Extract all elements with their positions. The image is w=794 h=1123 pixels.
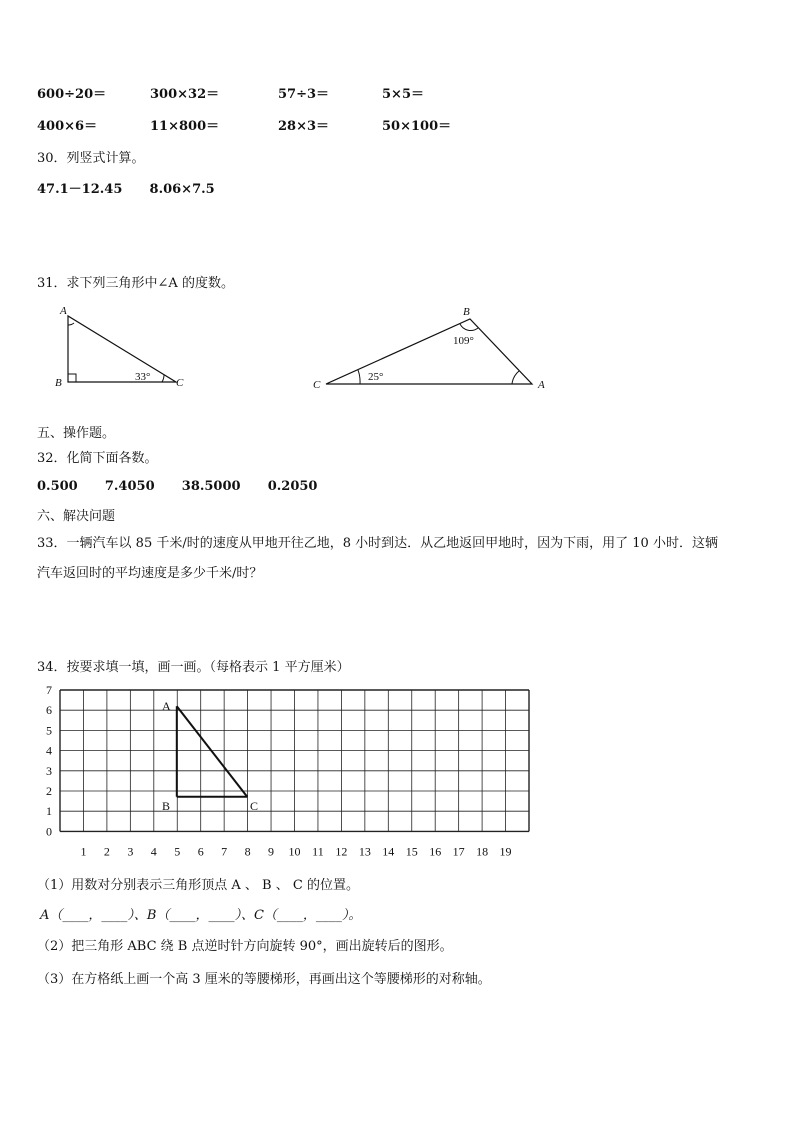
calc-item: 600÷20＝ (37, 87, 107, 102)
x-tick-label: 4 (150, 844, 157, 859)
calc-item: 400×6＝ (37, 119, 98, 134)
y-tick-label: 0 (46, 824, 52, 839)
question-30-items: 47.1－12.45 8.06×7.5 (37, 182, 215, 197)
y-tick-label: 6 (46, 703, 52, 718)
x-tick-label: 10 (288, 844, 301, 859)
x-tick-label: 5 (174, 844, 181, 859)
y-tick-label: 5 (46, 723, 52, 738)
question-31-title: 31．求下列三角形中∠A 的度数。 (37, 276, 234, 291)
x-tick-label: 14 (382, 844, 395, 859)
x-tick-label: 6 (197, 844, 204, 859)
angle-label: 33° (135, 371, 151, 383)
y-tick-label: 4 (46, 743, 52, 758)
calc-item: 11×800＝ (150, 119, 220, 134)
question-33-line1: 33．一辆汽车以 85 千米/时的速度从甲地开往乙地，8 小时到达．从乙地返回甲地时，因为下雨，用了 10 小时．这辆 (37, 536, 718, 551)
y-tick-label: 3 (46, 763, 52, 778)
section-5-heading: 五、操作题。 (37, 426, 116, 441)
y-tick-label: 7 (46, 683, 52, 697)
question-34-title: 34．按要求填一填，画一画。（每格表示 1 平方厘米） (37, 660, 350, 675)
x-tick-label: 11 (312, 844, 324, 859)
x-tick-label: 19 (499, 844, 512, 859)
grid-label-a: A (162, 699, 171, 713)
obtuse-triangle-figure (310, 302, 560, 392)
question-33-line2: 汽车返回时的平均速度是多少千米/时？ (37, 566, 263, 581)
x-tick-label: 15 (405, 844, 418, 859)
x-tick-label: 18 (476, 844, 489, 859)
vertex-b-label: B (55, 377, 62, 389)
right-triangle-figure (50, 302, 250, 392)
x-tick-label: 16 (429, 844, 442, 859)
calc-item: 5×5＝ (382, 87, 424, 102)
y-tick-label: 2 (46, 784, 52, 798)
question-34-sub1: （1）用数对分别表示三角形顶点 A 、 B 、 C 的位置。 (37, 878, 359, 893)
x-tick-label: 12 (335, 844, 348, 859)
x-tick-label: 7 (221, 844, 228, 859)
calc-item: 300×32＝ (150, 87, 220, 102)
x-tick-label: 1 (80, 844, 87, 859)
vertex-b-label: B (463, 306, 470, 318)
vertex-c-label: C (176, 377, 184, 389)
x-tick-label: 9 (268, 844, 275, 859)
question-32-numbers: 0.500 7.4050 38.5000 0.2050 (37, 479, 318, 494)
vertex-a-label: A (538, 379, 545, 391)
x-tick-label: 3 (127, 844, 134, 859)
vertex-a-label: A (60, 305, 67, 317)
coordinate-grid (30, 682, 530, 862)
question-34-sub3: （3）在方格纸上画一个高 3 厘米的等腰梯形，再画出这个等腰梯形的对称轴。 (37, 972, 491, 987)
question-30-title: 30．列竖式计算。 (37, 151, 145, 166)
calc-item: 57÷3＝ (278, 87, 330, 102)
section-6-heading: 六、解决问题 (37, 509, 116, 524)
vertex-c-label: C (313, 379, 321, 391)
question-32-title: 32．化简下面各数。 (37, 451, 158, 466)
calc-item: 28×3＝ (278, 119, 330, 134)
calc-item: 50×100＝ (382, 119, 452, 134)
x-tick-label: 17 (452, 844, 465, 859)
x-tick-label: 8 (244, 844, 251, 859)
question-34-sub1-answer: A（____，____）、B（____，____）、C（____，____）。 (40, 908, 362, 923)
question-34-sub2: （2）把三角形 ABC 绕 B 点逆时针方向旋转 90°，画出旋转后的图形。 (37, 939, 453, 954)
grid-label-c: C (250, 799, 259, 813)
angle-label: 109° (453, 335, 474, 347)
angle-label: 25° (368, 371, 384, 383)
x-tick-label: 13 (358, 844, 371, 859)
segment-ac (177, 706, 247, 797)
x-tick-label: 2 (103, 844, 110, 859)
grid-label-b: B (162, 799, 171, 813)
y-tick-label: 1 (46, 804, 52, 819)
